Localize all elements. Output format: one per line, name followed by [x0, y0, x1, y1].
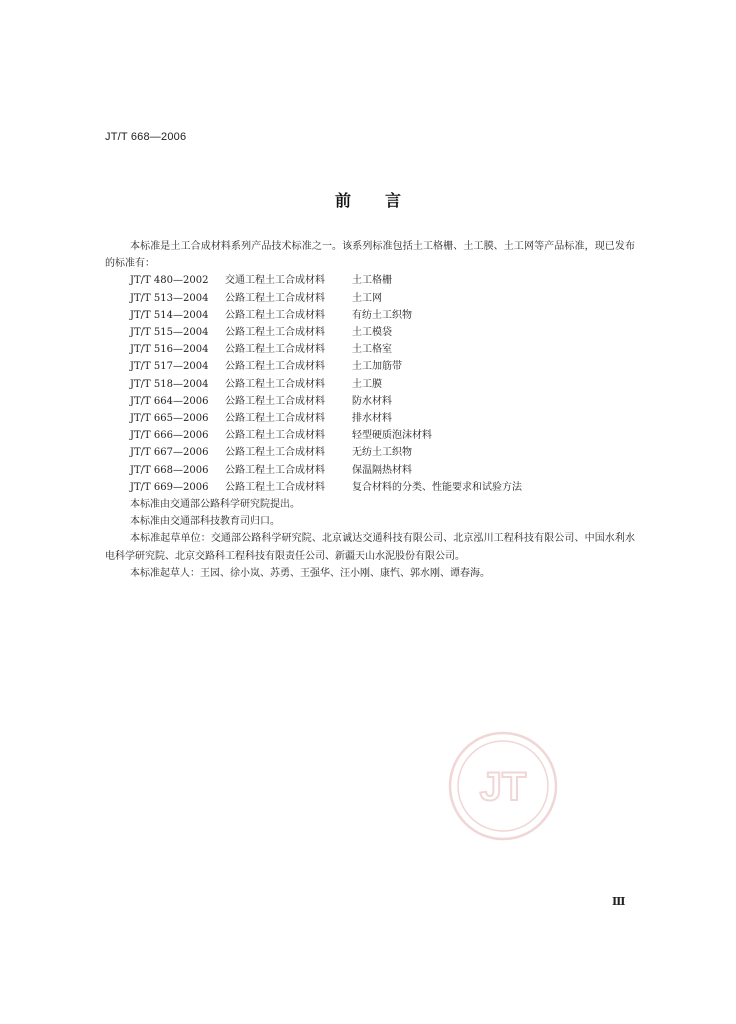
- standard-row: [105, 290, 635, 307]
- standard-series: 公路工程土工合成材料: [225, 430, 325, 442]
- standard-number: JT/T 516—2004: [130, 344, 209, 356]
- standard-row: [105, 462, 635, 479]
- standard-item: 复合材料的分类、性能要求和试验方法: [352, 481, 522, 493]
- standard-row: [105, 376, 635, 393]
- standard-row: [105, 479, 635, 496]
- standard-code: JT/T 668—2006: [105, 131, 187, 143]
- standard-series: 公路工程土工合成材料: [225, 378, 325, 390]
- managed-by-paragraph: 本标准由交通部科技教育司归口。: [130, 516, 280, 528]
- standard-number: JT/T 668—2006: [130, 464, 209, 476]
- standard-series: 公路工程土工合成材料: [225, 309, 325, 321]
- standard-row: [105, 358, 635, 375]
- standard-row: [105, 393, 635, 410]
- standard-number: JT/T 664—2006: [130, 395, 209, 407]
- page-title: 前言: [334, 191, 435, 210]
- proposed-by-paragraph: 本标准由交通部公路科学研究院提出。: [130, 499, 300, 511]
- drafters-paragraph: 本标准起草人：王园、徐小岚、苏勇、王强华、汪小刚、康忾、郭水刚、谭春海。: [130, 567, 490, 579]
- standard-number: JT/T 665—2006: [130, 413, 209, 425]
- standard-number: JT/T 513—2004: [130, 292, 209, 304]
- standard-row: [105, 427, 635, 444]
- standard-item: 土工格室: [352, 344, 392, 356]
- standard-item: 土工模袋: [352, 327, 392, 339]
- standard-series: 公路工程土工合成材料: [225, 327, 325, 339]
- standard-item: 防水材料: [352, 395, 392, 407]
- drafting-units-paragraph: 本标准起草单位：交通部公路科学研究院、北京诚达交通科技有限公司、北京泓川工程科技有限公司、中国水利水电科学研究院、北京交路科工程科技有限责任公司、新疆天山水泥股份有限公司。: [105, 533, 635, 562]
- standard-row: [105, 410, 635, 427]
- standard-item: 土工网: [352, 292, 382, 304]
- standard-item: 无纺土工织物: [352, 447, 412, 459]
- standard-series: 公路工程土工合成材料: [225, 447, 325, 459]
- standard-item: 有纺土工织物: [352, 309, 412, 321]
- standard-series: 公路工程土工合成材料: [225, 395, 325, 407]
- intro-paragraph: 本标准是土工合成材料系列产品技术标准之一。该系列标准包括土工格栅、土工膜、土工网等产品标准，现已发布的标准有：: [105, 241, 635, 270]
- standard-number: JT/T 515—2004: [130, 327, 209, 339]
- standard-number: JT/T 518—2004: [130, 378, 209, 390]
- standard-row: [105, 444, 635, 461]
- standard-item: 轻型硬质泡沫材料: [352, 430, 432, 442]
- standard-item: 土工格栅: [352, 275, 392, 287]
- standard-row: [105, 272, 635, 289]
- standard-series: 公路工程土工合成材料: [225, 481, 325, 493]
- standard-row: [105, 307, 635, 324]
- standard-series: 公路工程土工合成材料: [225, 413, 325, 425]
- standard-series: 公路工程土工合成材料: [225, 464, 325, 476]
- watermark-text: JT: [479, 765, 527, 809]
- standard-series: 公路工程土工合成材料: [225, 344, 325, 356]
- standard-series: 交通工程土工合成材料: [225, 275, 325, 287]
- standard-item: 土工加筋带: [352, 361, 402, 373]
- page-number: Ⅲ: [612, 895, 626, 908]
- standards-list: [105, 272, 635, 496]
- standard-number: JT/T 667—2006: [130, 447, 209, 459]
- standard-number: JT/T 517—2004: [130, 361, 209, 373]
- standard-number: JT/T 514—2004: [130, 309, 209, 321]
- standard-item: 排水材料: [352, 413, 392, 425]
- standard-row: [105, 341, 635, 358]
- standard-row: [105, 324, 635, 341]
- standard-number: JT/T 480—2002: [130, 275, 209, 287]
- standard-series: 公路工程土工合成材料: [225, 361, 325, 373]
- foreword-body: [105, 238, 635, 582]
- standard-item: 土工膜: [352, 378, 382, 390]
- standard-number: JT/T 666—2006: [130, 430, 209, 442]
- standard-number: JT/T 669—2006: [130, 481, 209, 493]
- standard-item: 保温隔热材料: [352, 464, 412, 476]
- standard-series: 公路工程土工合成材料: [225, 292, 325, 304]
- jt-logo-watermark: [447, 730, 559, 842]
